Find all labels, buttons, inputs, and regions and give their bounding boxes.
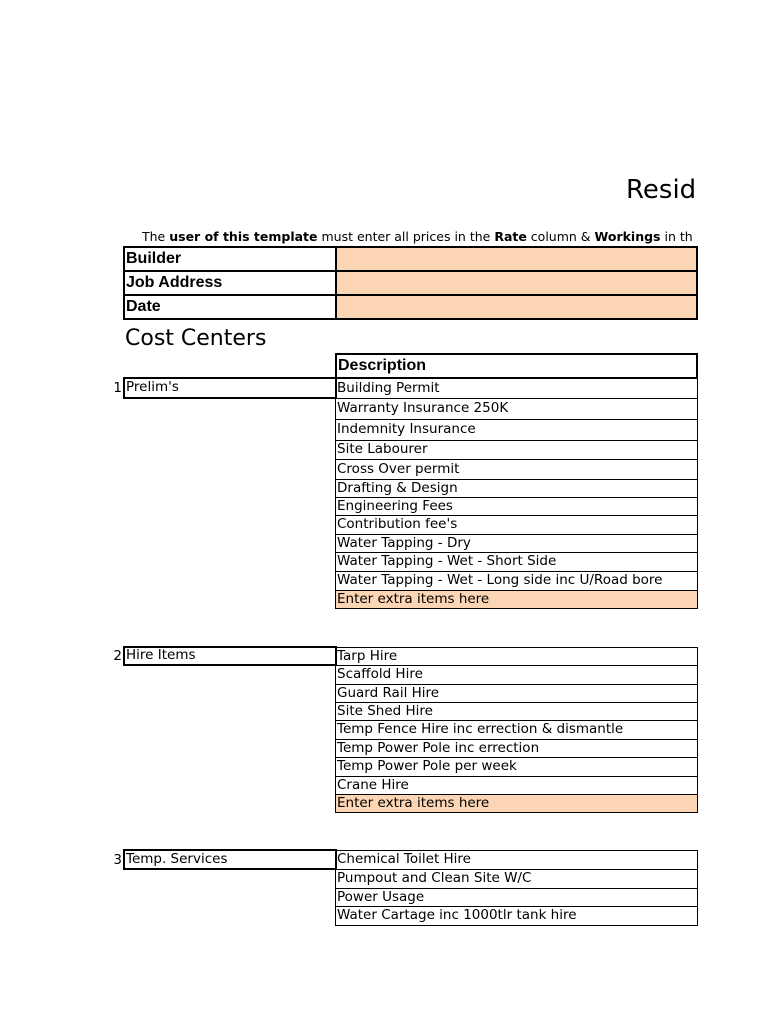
section-number: 3	[113, 852, 122, 868]
extra-item-entry-cell[interactable]: Enter extra items here	[335, 590, 698, 609]
instruction-part: in th	[660, 229, 693, 244]
extra-item-entry-cell[interactable]: Enter extra items here	[335, 794, 698, 813]
instruction-text	[142, 229, 698, 245]
section-items-temp-services	[335, 850, 698, 926]
line-item: Cross Over permit	[335, 459, 698, 480]
section-name-label: Hire Items	[126, 647, 196, 664]
line-item: Contribution fee's	[335, 515, 698, 535]
line-item: Site Labourer	[335, 440, 698, 460]
date-input-cell[interactable]	[335, 294, 698, 320]
line-item: Water Tapping - Wet - Long side inc U/Road bore	[335, 571, 698, 591]
line-item: Temp Fence Hire inc errection & dismantle	[335, 720, 698, 740]
job-address-input-cell[interactable]	[335, 270, 698, 296]
page-title: Resid	[626, 175, 697, 205]
line-item: Temp Power Pole per week	[335, 757, 698, 777]
instruction-emphasis: Rate	[494, 229, 527, 244]
line-item: Crane Hire	[335, 776, 698, 795]
section-number: 2	[113, 648, 122, 664]
line-item: Indemnity Insurance	[335, 419, 698, 441]
line-item: Tarp Hire	[335, 647, 698, 666]
builder-row	[123, 246, 698, 272]
date-row	[123, 294, 698, 320]
section-number: 1	[113, 380, 122, 396]
line-item: Pumpout and Clean Site W/C	[335, 869, 698, 889]
section-name-temp-services	[123, 849, 337, 870]
instruction-emphasis: user of this template	[169, 229, 318, 244]
description-column-header: Description	[335, 353, 698, 379]
line-item: Warranty Insurance 250K	[335, 398, 698, 420]
job-address-row	[123, 270, 698, 296]
cost-centers-heading: Cost Centers	[125, 326, 267, 351]
line-item: Water Tapping - Dry	[335, 534, 698, 553]
builder-label: Builder	[123, 246, 337, 272]
line-item: Drafting & Design	[335, 479, 698, 498]
job-address-label: Job Address	[123, 270, 337, 296]
section-name-hire-items	[123, 646, 337, 666]
section-name-label: Prelim's	[126, 379, 179, 396]
instruction-emphasis: Workings	[594, 229, 661, 244]
line-item: Water Tapping - Wet - Short Side	[335, 552, 698, 572]
job-details-table	[123, 246, 698, 320]
line-item: Chemical Toilet Hire	[335, 850, 698, 870]
instruction-part: column &	[526, 229, 595, 244]
line-item: Engineering Fees	[335, 497, 698, 516]
section-name-label: Temp. Services	[126, 850, 228, 867]
line-item: Scaffold Hire	[335, 665, 698, 685]
date-label: Date	[123, 294, 337, 320]
line-item: Guard Rail Hire	[335, 684, 698, 703]
section-items-prelims	[335, 378, 698, 609]
section-name-prelims	[123, 377, 337, 399]
line-item: Temp Power Pole inc errection	[335, 739, 698, 758]
instruction-part: must enter all prices in the	[317, 229, 495, 244]
builder-input-cell[interactable]	[335, 246, 698, 272]
section-items-hire-items	[335, 647, 698, 813]
line-item: Power Usage	[335, 888, 698, 907]
instruction-part: The	[142, 229, 170, 244]
line-item: Building Permit	[335, 378, 698, 399]
line-item: Site Shed Hire	[335, 702, 698, 721]
line-item: Water Cartage inc 1000tlr tank hire	[335, 906, 698, 926]
